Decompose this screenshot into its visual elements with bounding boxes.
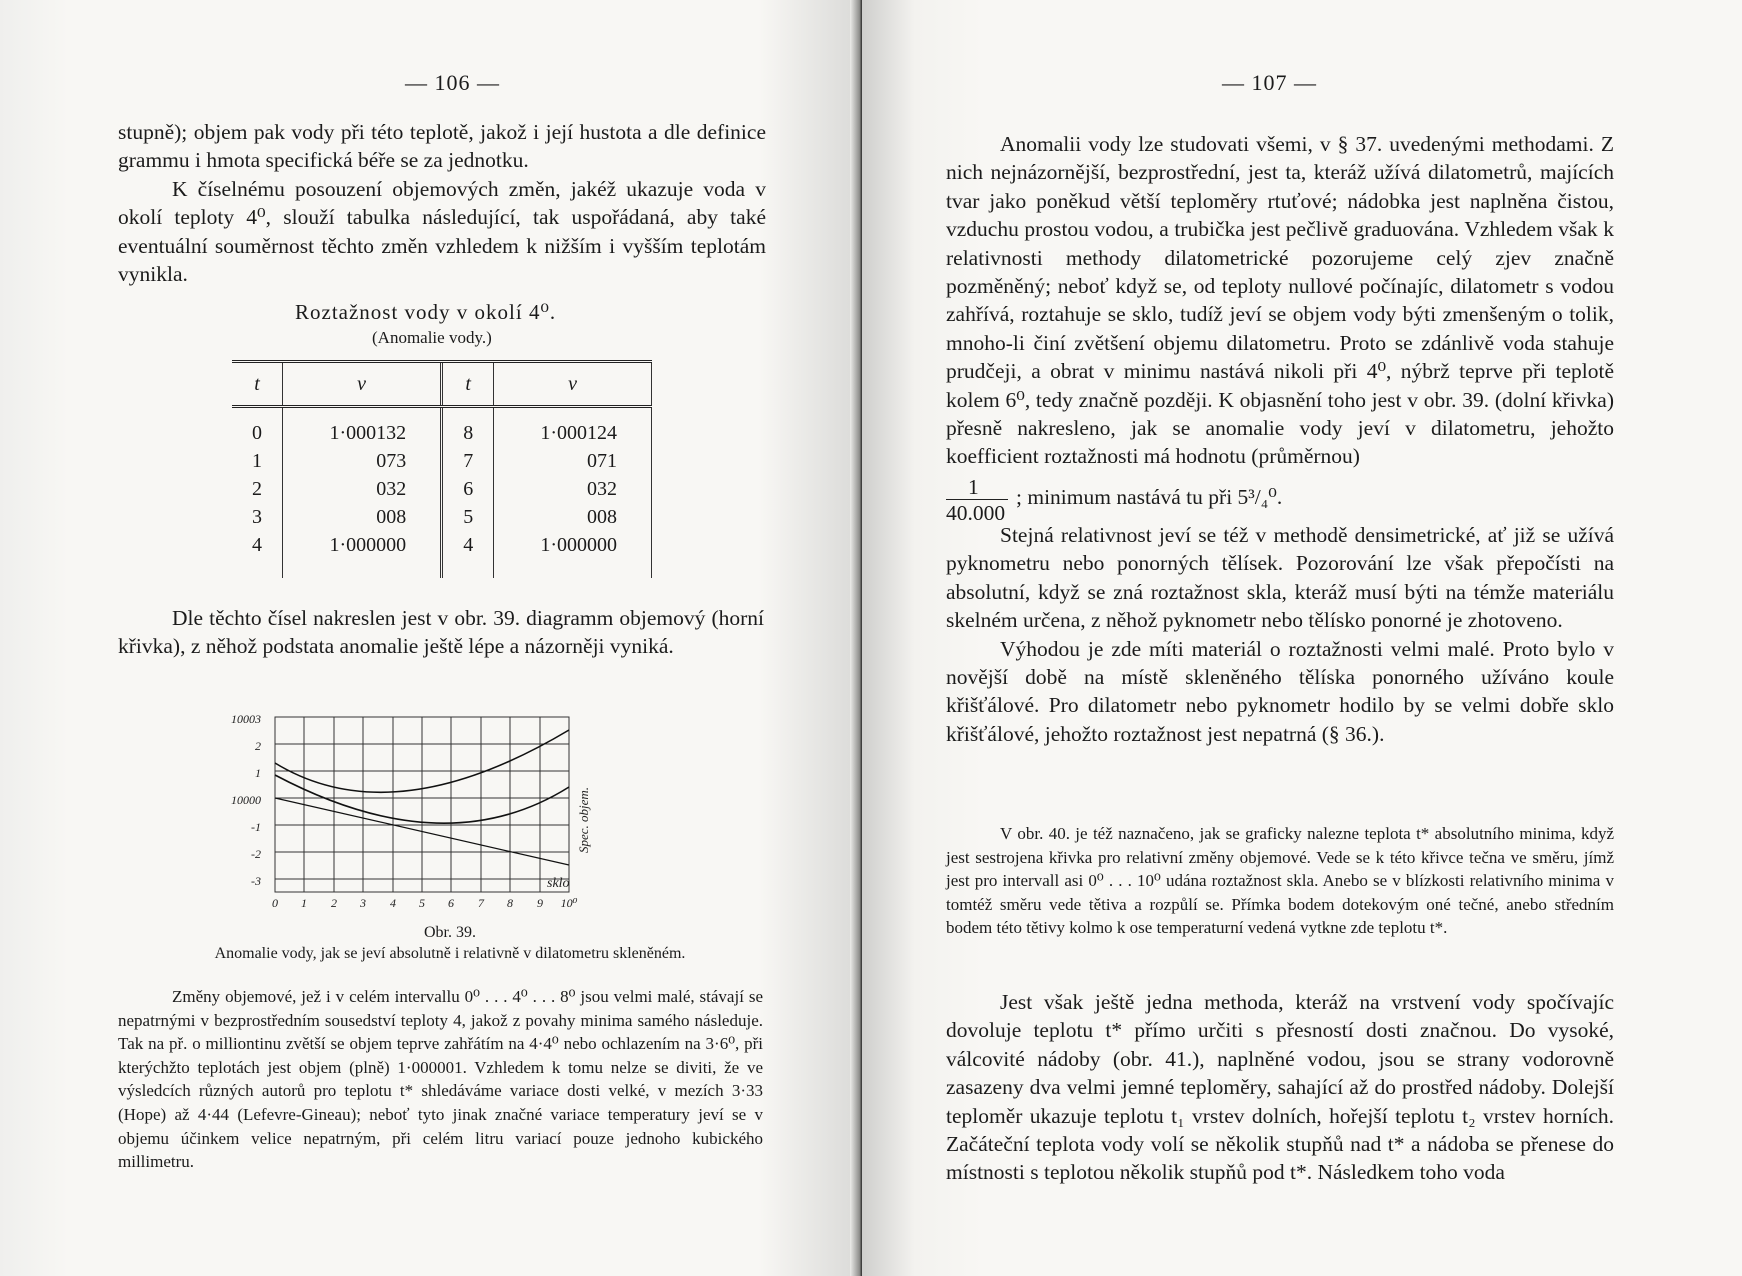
- y-tick-label: 10000: [231, 793, 261, 807]
- paragraph: stupně); objem pak vody při této teplotě, jakož i její hustota a dle definice grammu i hmota specifická béře se za jednotku.: [118, 120, 766, 173]
- table-cell: 1·000124: [494, 407, 652, 448]
- x-tick-label: 6: [448, 896, 454, 910]
- table-row: [232, 407, 652, 448]
- paragraph: Dle těchto čísel nakreslen jest v obr. 39. diagramm objemový (horní křivka), z něhož podstata anomalie ještě lépe a názorněji vyniká.: [118, 606, 764, 659]
- x-tick-label: 2: [331, 896, 337, 910]
- column-header: t: [442, 362, 494, 407]
- right-page: [862, 0, 1742, 1276]
- y-tick-label: 1: [255, 766, 261, 780]
- table-cell: 3: [252, 506, 262, 528]
- right-text-bottom: [946, 988, 1614, 1187]
- table-cell: 032: [494, 475, 652, 503]
- paragraph: Stejná relativnost jeví se též v methodě densimetrické, ať již se užívá pyknometru nebo ponorných tělísek. Pozorování lze však přepočísti na absolutní, když se zná roztažnost skla, kteráž musí býti na témže materiálu skelném určena, z něhož pyknometr nebo tělísko ponorné je zhotoveno.: [946, 522, 1614, 633]
- table-header-row: [232, 362, 652, 407]
- right-text-top: [946, 130, 1614, 748]
- x-tick-label: 10⁰: [560, 896, 578, 910]
- y-tick-label: -3: [251, 874, 261, 888]
- paragraph: Výhodou je zde míti materiál o roztažnosti velmi malé. Proto bylo v novější době na místě skleněného tělíska ponorného užíváno koule křišťálové. Pro dilatometr nebo pyknometr hodilo by se velmi dobře sklo křišťálové, jehožto roztažnost jest nepatrná (§ 36.).: [946, 636, 1614, 746]
- table-subtitle: (Anomalie vody.): [372, 328, 492, 347]
- table-cell: 1: [252, 450, 262, 472]
- table-cell: 1·000132: [283, 407, 442, 448]
- y-tick-label: 10003: [231, 712, 261, 726]
- table-cell: 4: [252, 534, 262, 556]
- table-cell: 8: [442, 407, 494, 448]
- grid: [275, 717, 569, 892]
- table-cell: 4: [442, 531, 494, 578]
- table-cell: 7: [442, 447, 494, 475]
- left-bottom-text: [118, 985, 763, 1174]
- table-cell: 2: [252, 478, 262, 500]
- x-tick-label: 9: [537, 896, 543, 910]
- paragraph: Anomalii vody lze studovati všemi, v § 37. uvedenými methodami. Z nich nejnázornější, bezprostřední, jest ta, kteráž užívá dilatometrů, majících tvar jako poněkud větší teploměry rtuťové; nádobka jest naplněna čistou, vzduchu prostou vodou, a trubička jest pečlivě graduována. Vzhledem však k relativnosti methody dilatometrické pozorujeme celý zjev značně pozměněný; neboť když se, od teploty nullové počínajíc, dilatometr s vodou zahřívá, roztahuje se sklo, tudíž jeví se objem vody býti zmenšeným o tolik, mnoho-li činí zvětšení objemu dilatometru. Proto se zdánlivě voda stahuje prudčeji, a obrat v minimu nastává nikoli při 4⁰, nýbrž teprve při teplotě kolem 6⁰, tedy značně později. K objasnění toho jest v obr. 39. (dolní křivka) přesně nakresleno, jak se anomalie vody jeví v dilatometru, jehožto koefficient roztažnosti má hodnotu (průměrnou): [946, 132, 1614, 469]
- paragraph: K číselnému posouzení objemových změn, jakéž ukazuje voda v okolí teploty 4⁰, slouží tabulka následující, tak uspořádaná, aby také eventuální souměrnost těchto změn vzhledem k nižším i vyšším teplotám vynikla.: [118, 176, 766, 287]
- table-cell: 1·000000: [494, 531, 652, 578]
- line-label: sklo: [547, 876, 570, 891]
- table-cell: 6: [442, 475, 494, 503]
- x-tick-label: 5: [419, 896, 425, 910]
- expansion-table: [232, 360, 652, 578]
- diagram-text: [118, 604, 764, 661]
- column-header: t: [232, 362, 283, 407]
- table-title: Roztažnost vody v okolí 4⁰.: [295, 300, 557, 324]
- table-cell: 5: [442, 503, 494, 531]
- y-tick-label: 2: [255, 739, 261, 753]
- table-cell: 008: [283, 503, 442, 531]
- paragraph: V obr. 40. je též naznačeno, jak se graficky nalezne teplota t* absolutního minima, když jest sestrojena křivka pro relativní změny objemové. Vede se k této křivce tečna ve směru, jímž jest pro intervall asi 0⁰ . . . 10⁰ udána roztažnost skla. Anebo se v blízkosti relativního minima v tomtéž směru vede tětiva a rozpůlí se. Přímka bodem dotekovým oné tečné, anebo středním bodem této tětivy kolmo k ose temperaturní vedená vytkne zde teplotu t*.: [946, 824, 1614, 938]
- right-small-text: [946, 822, 1614, 940]
- fraction-line: [946, 471, 1614, 525]
- table-row: [232, 503, 652, 531]
- table-cell: 073: [283, 447, 442, 475]
- fraction-numerator: 1: [968, 474, 979, 499]
- figure-39-diagram: [231, 705, 645, 915]
- y-tick-label: -2: [251, 847, 261, 861]
- table-cell: 008: [494, 503, 652, 531]
- table-row: [232, 531, 652, 578]
- column-header: v: [283, 362, 442, 407]
- table-cell: 1·000000: [283, 531, 442, 578]
- left-top-text: [118, 118, 766, 288]
- paragraph: Jest však ještě jedna methoda, kteráž na vrstvení vody spočívajíc dovoluje teplotu t* přímo určiti s přesností dosti značnou. Do vysoké, válcovité nádoby (obr. 41.), naplněné vodou, jsou se strany vodorovně zasazeny dva velmi jemné teploměry, sahající až do prostřed nádoby. Dolejší teploměr ukazuje teplotu t₁ vrstev dolních, hořejší teplotu t₂ vrstev horních. Začáteční teplota vody volí se několik stupňů nad t* a nádoba se přenese do místnosti s teplotou několik stupňů pod t*. Následkem toho voda: [946, 990, 1614, 1185]
- table-row: [232, 447, 652, 475]
- x-tick-label: 0: [272, 896, 278, 910]
- table-cell: 071: [494, 447, 652, 475]
- table-cell: 032: [283, 475, 442, 503]
- x-tick-label: 3: [360, 896, 366, 910]
- fraction-rest: ; minimum nastává tu při 5³/₄⁰.: [1016, 484, 1283, 509]
- paragraph: Změny objemové, jež i v celém intervallu 0⁰ . . . 4⁰ . . . 8⁰ jsou velmi malé, stávají se nepatrnými v bezprostředním sousedství teploty 4, jakož z povahy minima samého následuje. Tak na př. o milliontinu zvětší se objem teprve zahřátím na 4·4⁰ nebo ochlazením na 3·6⁰, při kterýchžto teplotách jest objem (plně) 1·000001. Vzhledem k tomu nelze se diviti, že ve výsledcích různých autorů pro teplotu t* shledáváme variace dosti velké, v mezích 3·33 (Hope) až 4·44 (Lefevre-Gineau); neboť tyto jinak značné variace temperatury jeví se v objemu účinkem velice nepatrným, při celém litru variací pouze jednoho kubického millimetru.: [118, 987, 763, 1172]
- x-tick-label: 8: [507, 896, 513, 910]
- y-tick-label: -1: [251, 820, 261, 834]
- fraction-denominator: 40.000: [946, 500, 1006, 525]
- curve-label: Spec. objem.: [576, 786, 591, 854]
- column-header: v: [494, 362, 652, 407]
- table-row: [232, 475, 652, 503]
- left-page: [0, 0, 862, 1276]
- x-tick-label: 1: [301, 896, 307, 910]
- page-number: — 107 —: [1222, 70, 1317, 95]
- x-tick-label: 7: [478, 896, 484, 910]
- figure-caption: Anomalie vody, jak se jeví absolutně i relativně v dilatometru skleněném.: [214, 945, 686, 962]
- table-cell: 0: [252, 422, 262, 444]
- figure-caption-number: Obr. 39.: [424, 924, 476, 941]
- x-tick-label: 4: [390, 896, 396, 910]
- page-number: — 106 —: [405, 70, 500, 95]
